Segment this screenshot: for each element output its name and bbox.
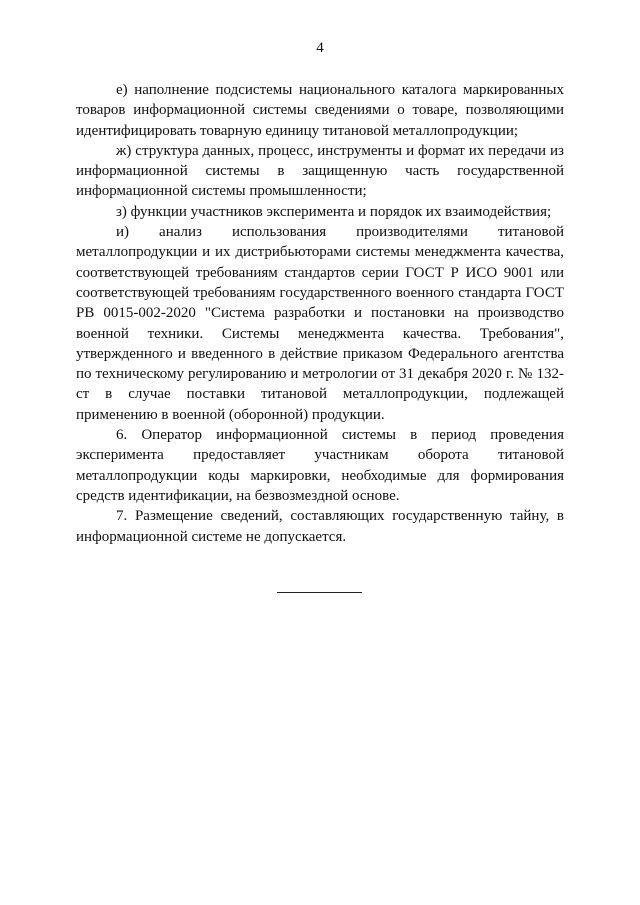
paragraph-item-zh: ж) структура данных, процесс, инструменты и формат их передачи из информационной системы в защищенную часть государственной информационной системы промышленности; [76,142,564,200]
page-number: 4 [316,40,324,56]
paragraph-point-7: 7. Размещение сведений, составляющих государственную тайну, в информационной системе не допускается. [76,508,564,545]
end-divider-line [277,592,362,593]
paragraph-point-6: 6. Оператор информационной системы в период проведения эксперимента предоставляет участникам оборота титановой металлопродукции коды маркировки, необходимые для формирования средств идентификации, на безвозмездной основе. [76,427,564,504]
document-body [76,80,564,547]
paragraph-item-z: з) функции участников эксперимента и порядок их взаимодействия; [116,203,552,220]
paragraph-item-e: е) наполнение подсистемы национального каталога маркированных товаров информационной системы сведениями о товаре, позволяющими идентифицировать товарную единицу титановой металлопродукции; [76,82,564,139]
paragraph-item-i: и) анализ использования производителями титановой металлопродукции и их дистрибьюторами системы менеджмента качества, соответствующей требованиям стандартов серии ГОСТ Р ИСО 9001 или соответствующей требованиям государственного военного стандарта ГОСТ РВ 0015-002-2020 "Система разработки и постановки на производство военной техники. Системы менеджмента качества. Требования", утвержденного и введенного в действие приказом Федерального агентства по техническому регулированию и метрологии от 31 декабря 2020 г. № 132-ст в случае поставки титановой металлопродукции, подлежащей применению в военной (оборонной) продукции. [76,224,564,423]
